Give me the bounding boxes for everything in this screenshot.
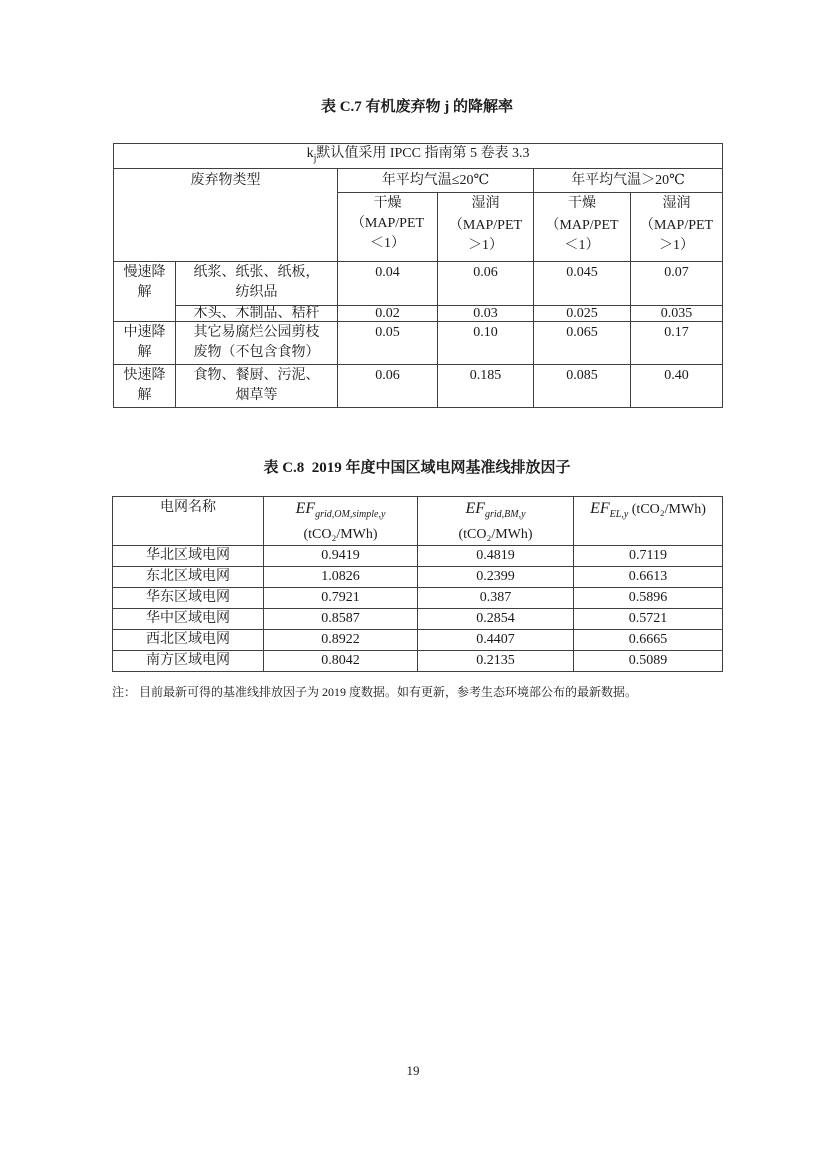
- table-c8-title: 表 C.8 2019 年度中国区域电网基准线排放因子: [263, 460, 571, 476]
- condition-paren-line1: （MAP/PET: [350, 215, 425, 231]
- k-subscript: j: [313, 152, 317, 164]
- grid-name-header-cell: 电网名称: [113, 497, 264, 546]
- table-row: [114, 168, 723, 192]
- condition-label: 湿润: [471, 195, 500, 211]
- grid-name-cell: 华北区域电网: [113, 545, 264, 566]
- factor-value-cell: 0.4819: [418, 545, 574, 566]
- ef-bm-header-cell: [418, 497, 574, 546]
- factor-value-cell: 0.387: [418, 587, 574, 608]
- value-cell: 0.045: [534, 261, 631, 305]
- waste-line: 废物（不包含食物）: [193, 344, 320, 360]
- temp-gt20-header-cell: 年平均气温＞20℃: [534, 168, 723, 192]
- table-row: [113, 629, 723, 650]
- category-cell: 慢速降解: [114, 261, 176, 321]
- condition-label: 干燥: [568, 195, 596, 211]
- table-row: [114, 321, 723, 364]
- k-source-text: 默认值采用 IPCC 指南第 5 卷表 3.3: [316, 146, 530, 161]
- ef-om-header-cell: [264, 497, 418, 546]
- factor-value-cell: 0.6665: [574, 629, 723, 650]
- temp-le20-header-cell: 年平均气温≤20℃: [338, 168, 534, 192]
- factor-value-cell: 0.5089: [574, 650, 723, 671]
- table-row: [113, 587, 723, 608]
- factor-value-cell: 0.8042: [264, 650, 418, 671]
- table-row: [113, 608, 723, 629]
- factor-value-cell: 1.0826: [264, 566, 418, 587]
- condition-paren-line2: ＜1）: [370, 235, 405, 251]
- value-cell: 0.06: [338, 364, 438, 407]
- factor-value-cell: 0.5896: [574, 587, 723, 608]
- waste-cell: [176, 321, 338, 364]
- ef-unit: (tCO₂/MWh): [628, 502, 706, 517]
- page-number: 19: [406, 1063, 420, 1078]
- value-cell: 0.185: [438, 364, 534, 407]
- waste-cell: 木头、木制品、秸秆: [176, 305, 338, 321]
- ef-subscript: grid,OM,simple,y: [315, 508, 386, 520]
- value-cell: 0.05: [338, 321, 438, 364]
- table-row: [113, 650, 723, 671]
- ef-unit: (tCO₂/MWh): [458, 526, 533, 542]
- factor-value-cell: 0.9419: [264, 545, 418, 566]
- condition-paren-line2: ＞1）: [468, 237, 503, 253]
- ef-unit: (tCO₂/MWh): [303, 526, 378, 542]
- factor-value-cell: 0.8587: [264, 608, 418, 629]
- waste-line: 纺织品: [235, 284, 278, 300]
- grid-name-cell: 东北区域电网: [113, 566, 264, 587]
- waste-line: 烟草等: [235, 387, 278, 403]
- grid-name-cell: 南方区域电网: [113, 650, 264, 671]
- condition-label: 干燥: [373, 195, 402, 211]
- grid-name-cell: 华中区域电网: [113, 608, 264, 629]
- ef-subscript: grid,BM,y: [485, 508, 526, 520]
- factor-value-cell: 0.6613: [574, 566, 723, 587]
- grid-name-cell: 华东区域电网: [113, 587, 264, 608]
- k-default-source-cell: [114, 144, 723, 169]
- table-row: [114, 305, 723, 321]
- table-row: [114, 261, 723, 305]
- value-cell: 0.40: [631, 364, 723, 407]
- category-cell: 快速降解: [114, 364, 176, 407]
- condition-paren-line1: （MAP/PET: [639, 217, 714, 233]
- table-row: [114, 364, 723, 407]
- table-row: [113, 566, 723, 587]
- value-cell: 0.07: [631, 261, 723, 305]
- doc-footnote: 注： 目前最新可得的基准线排放因子为 2019 度数据。如有更新，参考生态环境部公布的最新数据。: [112, 685, 638, 699]
- k-symbol: k: [306, 146, 314, 161]
- condition-paren-line2: ＜1）: [564, 237, 600, 253]
- waste-line: 纸浆、纸张、纸板，: [193, 264, 320, 280]
- waste-cell: [176, 261, 338, 305]
- grid-name-cell: 西北区域电网: [113, 629, 264, 650]
- condition-header-cell: [534, 192, 631, 261]
- condition-header-cell: [631, 192, 723, 261]
- waste-line: 其它易腐烂公园剪枝: [193, 324, 320, 340]
- condition-paren-line1: （MAP/PET: [545, 217, 619, 233]
- factor-value-cell: 0.7119: [574, 545, 723, 566]
- factor-value-cell: 0.5721: [574, 608, 723, 629]
- factor-value-cell: 0.4407: [418, 629, 574, 650]
- value-cell: 0.17: [631, 321, 723, 364]
- waste-cell: [176, 364, 338, 407]
- ef-el-header-cell: [574, 497, 723, 546]
- table-header-row: [113, 497, 723, 546]
- value-cell: 0.03: [438, 305, 534, 321]
- value-cell: 0.025: [534, 305, 631, 321]
- value-cell: 0.065: [534, 321, 631, 364]
- factor-value-cell: 0.2854: [418, 608, 574, 629]
- table-row: [114, 144, 723, 169]
- ef-symbol: EF: [590, 500, 610, 517]
- table-c8: [112, 496, 723, 672]
- condition-label: 湿润: [662, 195, 691, 211]
- waste-type-header-cell: 废弃物类型: [114, 168, 338, 261]
- table-c7-title: 表 C.7 有机废弃物 j 的降解率: [320, 99, 514, 115]
- table-row: [113, 545, 723, 566]
- table-c7: [113, 143, 723, 408]
- factor-value-cell: 0.8922: [264, 629, 418, 650]
- condition-header-cell: [338, 192, 438, 261]
- factor-value-cell: 0.2135: [418, 650, 574, 671]
- factor-value-cell: 0.7921: [264, 587, 418, 608]
- value-cell: 0.10: [438, 321, 534, 364]
- condition-paren-line2: ＞1）: [659, 237, 695, 253]
- value-cell: 0.04: [338, 261, 438, 305]
- value-cell: 0.085: [534, 364, 631, 407]
- ef-subscript: EL,y: [609, 508, 629, 520]
- value-cell: 0.02: [338, 305, 438, 321]
- category-cell: 中速降解: [114, 321, 176, 364]
- factor-value-cell: 0.2399: [418, 566, 574, 587]
- ef-symbol: EF: [465, 500, 485, 517]
- ef-symbol: EF: [295, 500, 316, 517]
- value-cell: 0.035: [631, 305, 723, 321]
- value-cell: 0.06: [438, 261, 534, 305]
- condition-paren-line1: （MAP/PET: [448, 217, 523, 233]
- waste-line: 食物、餐厨、污泥、: [193, 367, 320, 383]
- condition-header-cell: [438, 192, 534, 261]
